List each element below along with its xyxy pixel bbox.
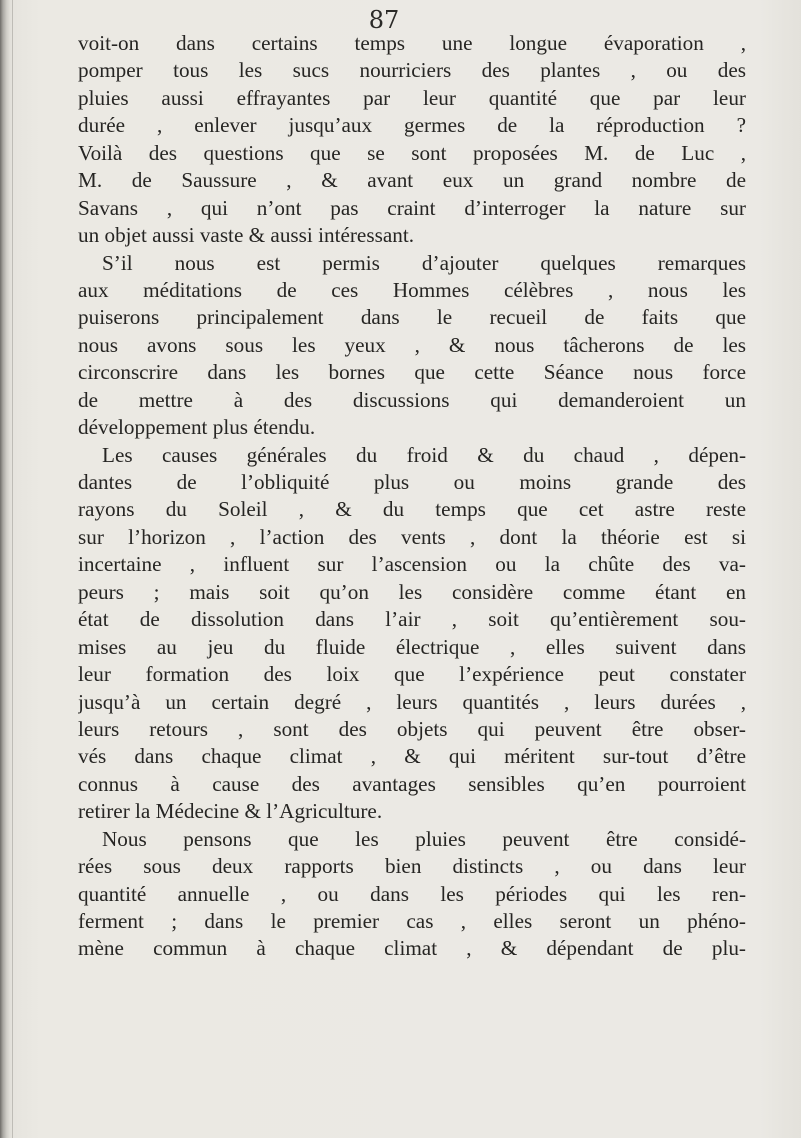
text-line: pomper tous les sucs nourriciers des plantes , ou des <box>78 58 746 83</box>
text-line: pluies aussi effrayantes par leur quantité que par leur <box>78 85 746 110</box>
page-number: 87 <box>368 6 400 34</box>
text-line: voit-on dans certains temps une longue évaporation , <box>78 31 746 55</box>
text-line: leurs retours , sont des objets qui peuvent être obser- <box>78 716 746 741</box>
text-line: ferment ; dans le premier cas , elles seront un phéno- <box>78 909 746 933</box>
text-line: mène commun à chaque climat , & dépendant de plu- <box>78 936 746 961</box>
text-line: puiserons principalement dans le recueil de faits que <box>78 305 746 330</box>
text-line: leur formation des loix que l’expérience peut constater <box>78 662 746 687</box>
text-line: sur l’horizon , l’action des vents , dont la théorie est si <box>78 524 746 549</box>
text-line: dantes de l’obliquité plus ou moins grande des <box>78 470 746 494</box>
text-line: peurs ; mais soit qu’on les considère comme étant en <box>78 579 746 604</box>
text-line: connus à cause des avantages sensibles qu’en pourroient <box>78 771 746 796</box>
text-line: circonscrire dans les bornes que cette Séance nous force <box>78 360 746 385</box>
text-line: jusqu’à un certain degré , leurs quantités , leurs durées , <box>78 689 746 714</box>
text-line: vés dans chaque climat , & qui méritent sur-tout d’être <box>78 744 746 769</box>
text-line: Savans , qui n’ont pas craint d’interroger la nature sur <box>78 195 746 220</box>
text-line: S’il nous est permis d’ajouter quelques remarques <box>102 250 746 275</box>
text-line: Nous pensons que les pluies peuvent être considé- <box>102 826 746 851</box>
text-line: Voilà des questions que se sont proposées M. de Luc , <box>78 140 746 165</box>
gutter-line <box>12 0 13 1138</box>
text-line: un objet aussi vaste & aussi intéressant. <box>78 223 414 248</box>
text-line: mises au jeu du fluide électrique , elles suivent dans <box>78 634 746 659</box>
text-line: retirer la Médecine & l’Agriculture. <box>78 799 383 824</box>
text-line: rayons du Soleil , & du temps que cet astre reste <box>78 497 746 522</box>
gutter-shadow <box>0 0 10 1138</box>
text-line: quantité annuelle , ou dans les périodes qui les ren- <box>78 881 746 906</box>
text-line: développement plus étendu. <box>78 415 316 440</box>
text-line: incertaine , influent sur l’ascension ou la chûte des va- <box>78 552 746 577</box>
text-line: durée , enlever jusqu’aux germes de la réproduction ? <box>78 113 746 138</box>
text-line: M. de Saussure , & avant eux un grand nombre de <box>78 168 746 193</box>
body-text <box>78 30 746 963</box>
text-line: aux méditations de ces Hommes célèbres , nous les <box>78 277 746 302</box>
text-line: état de dissolution dans l’air , soit qu’entièrement sou- <box>78 607 746 632</box>
text-line: Les causes générales du froid & du chaud , dépen- <box>102 442 746 467</box>
text-line: rées sous deux rapports bien distincts , ou dans leur <box>78 854 746 879</box>
text-line: nous avons sous les yeux , & nous tâcherons de les <box>78 332 746 357</box>
text-line: de mettre à des discussions qui demanderoient un <box>78 387 746 412</box>
